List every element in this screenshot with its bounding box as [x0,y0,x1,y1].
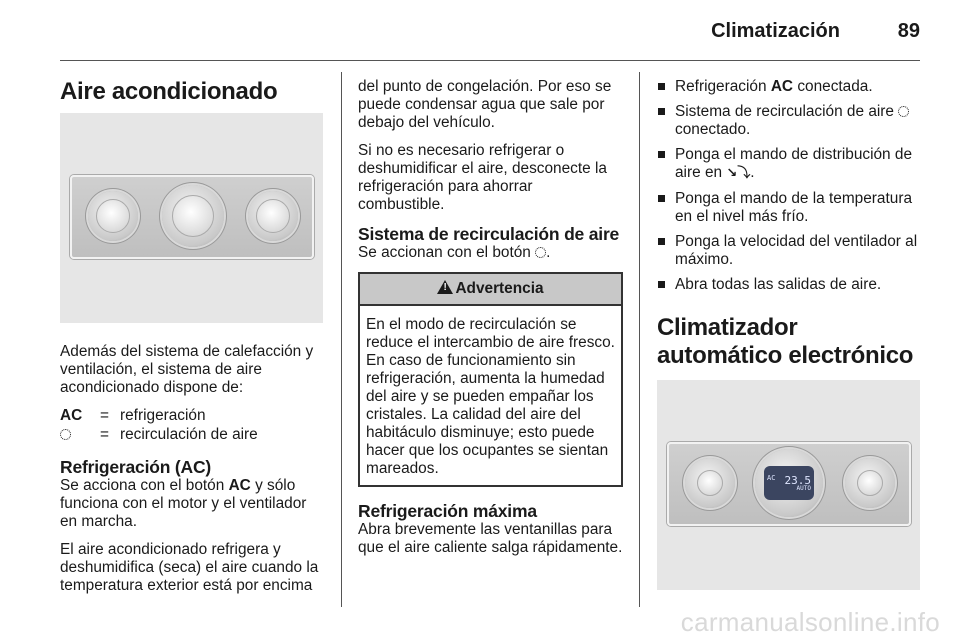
recirculation-text: Se accionan con el botón . [358,244,551,261]
recirculation-icon [535,247,546,258]
recirculation-icon [60,429,71,440]
section-heading-auto-climate: Climatizador automático electrónico [657,314,914,369]
definition-desc: recirculación de aire [120,426,258,443]
subheading-max-cooling: Refrigeración máxima [358,501,537,521]
max-cooling-steps [657,78,922,294]
max-cooling-text: Abra brevemente las ventanillas para que el aire caliente salga rápidamente. [358,521,623,556]
definition-ac: AC = refrigeración [60,407,206,424]
warning-body: En el modo de recirculación se reduce el intercambio de aire fresco. En caso de funcionamiento sin refrigeración, aumenta la humedad del aire y se pueden empañar los cristales. La calidad del aire del habitáculo disminuye; esto puede hacer que los ocupantes se sientan mareados. [366,316,615,477]
list-item: Ponga la velocidad del ventilador al máximo. [657,233,922,269]
definition-list [60,407,325,445]
page-number: 89 [897,20,920,42]
definition-term: AC [60,407,83,424]
recirculation-icon [898,106,909,117]
display-knob [755,449,823,517]
display-temperature: 23.5 [784,474,811,487]
section-heading-air-conditioning: Aire acondicionado [60,78,278,105]
warning-box [358,272,623,487]
lcd-display [764,466,814,500]
subheading-recirculation: Sistema de recirculación de aire [358,224,620,244]
definition-desc: refrigeración [120,407,206,424]
column-1 [60,78,325,605]
warning-header: !Advertencia [360,274,621,306]
subheading-cooling: Refrigeración (AC) [60,457,212,477]
ac-control-panel-figure [60,113,323,323]
intro-paragraph: Además del sistema de calefacción y ventilación, el sistema de aire acondicionado dispone de: [60,343,314,396]
display-auto-text: AUTO [796,485,811,492]
cooling-paragraph-2: El aire acondicionado refrigera y deshumidifica (seca) el aire cuando la temperatura exterior está por encima [60,541,319,594]
column-2 [358,78,623,567]
fan-knob [88,191,138,241]
continued-paragraph: del punto de congelación. Por eso se puede condensar agua que sale por debajo del vehículo. [358,78,612,131]
list-item: Abra todas las salidas de aire. [657,276,922,294]
column-3 [657,78,922,590]
warning-triangle-icon [437,280,453,294]
display-ac-text: AC [767,474,776,482]
list-item: Sistema de recirculación de aire conectado. [657,103,922,139]
list-item: Ponga el mando de distribución de aire en ↘⤵. [657,146,922,183]
distribution-knob [248,191,298,241]
footer-watermark: carmanualsonline.info [680,607,940,637]
control-panel [667,442,911,526]
fan-control [685,458,735,508]
distribution-control [845,458,895,508]
control-panel [70,175,314,259]
column-divider-1 [341,72,342,607]
air-distribution-icon: ↘⤵ [726,166,751,181]
temperature-knob [162,185,224,247]
auto-climate-panel-figure [657,380,920,590]
list-item: Refrigeración AC conectada. [657,78,922,96]
cooling-paragraph-1: Se acciona con el botón AC y sólo funciona con el motor y el ventilador en marcha. [60,477,307,530]
list-item: Ponga el mando de la temperatura en el nivel más frío. [657,190,922,226]
definition-recirculation: = recirculación de aire [60,426,325,445]
header-rule [60,60,920,61]
column-divider-2 [639,72,640,607]
switch-off-paragraph: Si no es necesario refrigerar o deshumidificar el aire, desconecte la refrigeración para ahorrar combustible. [358,142,607,213]
running-header-title: Climatización [711,20,840,42]
